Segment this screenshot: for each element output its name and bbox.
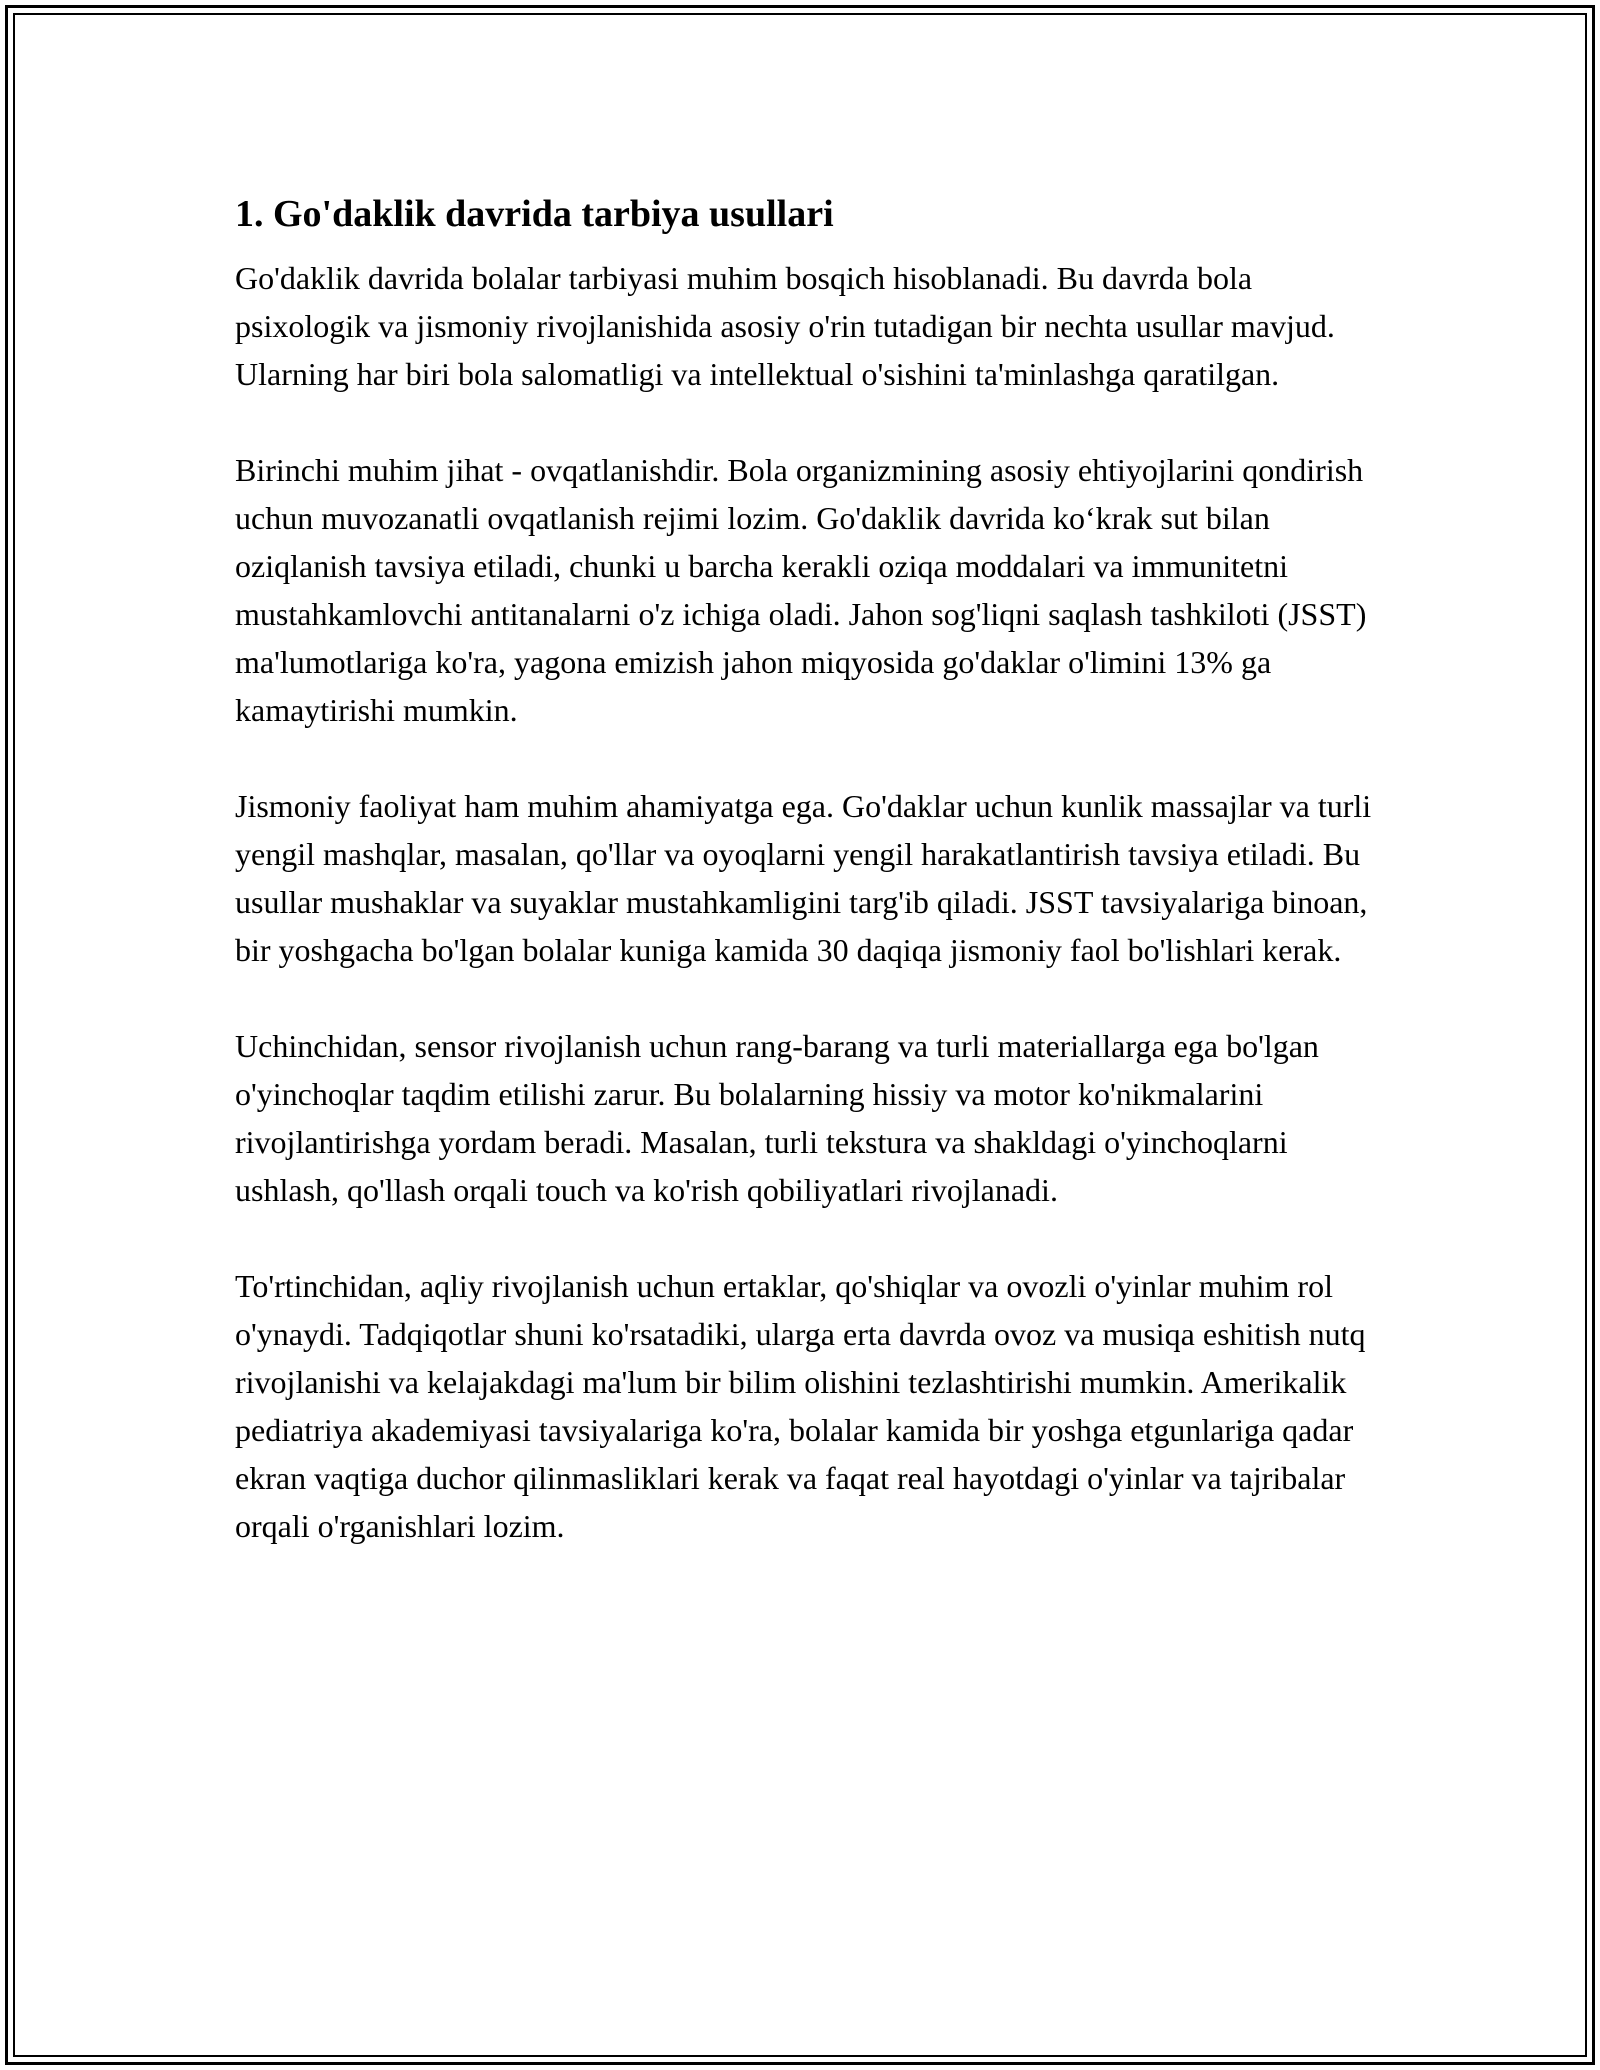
paragraph-nutrition: Birinchi muhim jihat - ovqatlanishdir. Bola organizmining asosiy ehtiyojlarini qondirish uchun muvozanatli ovqatlanish rejimi lozim. Go'daklik davrida ko‘krak sut bilan oziqlanish tavsiya etiladi, chunki u barcha kerakli oziqa moddalari va immunitetni mustahkamlovchi antitanalarni o'z ichiga oladi. Jahon sog'liqni saqlash tashkiloti (JSST) ma'lumotlariga ko'ra, yagona emizish jahon miqyosida go'daklar o'limini 13% ga kamaytirishi mumkin. [235,452,1367,728]
paragraph-physical-activity: Jismoniy faoliyat ham muhim ahamiyatga ega. Go'daklar uchun kunlik massajlar va turli yengil mashqlar, masalan, qo'llar va oyoqlarni yengil harakatlantirish tavsiya etiladi. Bu usullar mushaklar va suyaklar mustahkamligini targ'ib qiladi. JSST tavsiyalariga binoan, bir yoshgacha bo'lgan bolalar kuniga kamida 30 daqiqa jismoniy faol bo'lishlari kerak. [235,788,1372,968]
paragraph-sensory-development: Uchinchidan, sensor rivojlanish uchun rang-barang va turli materiallarga ega bo'lgan o'yinchoqlar taqdim etilishi zarur. Bu bolalarning hissiy va motor ko'nikmalarini rivojlantirishga yordam beradi. Masalan, turli tekstura va shakldagi o'yinchoqlarni ushlash, qo'llash orqali touch va ko'rish qobiliyatlari rivojlanadi. [235,1028,1319,1208]
section-title: 1. Go'daklik davrida tarbiya usullari [235,193,834,235]
paragraph-mental-development: To'rtinchidan, aqliy rivojlanish uchun ertaklar, qo'shiqlar va ovozli o'yinlar muhim rol o'ynaydi. Tadqiqotlar shuni ko'rsatadiki, ularga erta davrda ovoz va musiqa eshitish nutq rivojlanishi va kelajakdagi ma'lum bir bilim olishini tezlashtirishi mumkin. Amerikalik pediatriya akademiyasi tavsiyalariga ko'ra, bolalar kamida bir yoshga etgunlariga qadar ekran vaqtiga duchor qilinmasliklari kerak va faqat real hayotdagi o'yinlar va tajribalar orqali o'rganishlari lozim. [235,1268,1366,1544]
paragraph-intro: Go'daklik davrida bolalar tarbiyasi muhim bosqich hisoblanadi. Bu davrda bola psixologik va jismoniy rivojlanishida asosiy o'rin tutadigan bir nechta usullar mavjud. Ularning har biri bola salomatligi va intellektual o'sishini ta'minlashga qaratilgan. [235,260,1335,392]
document-body [235,186,1380,1598]
